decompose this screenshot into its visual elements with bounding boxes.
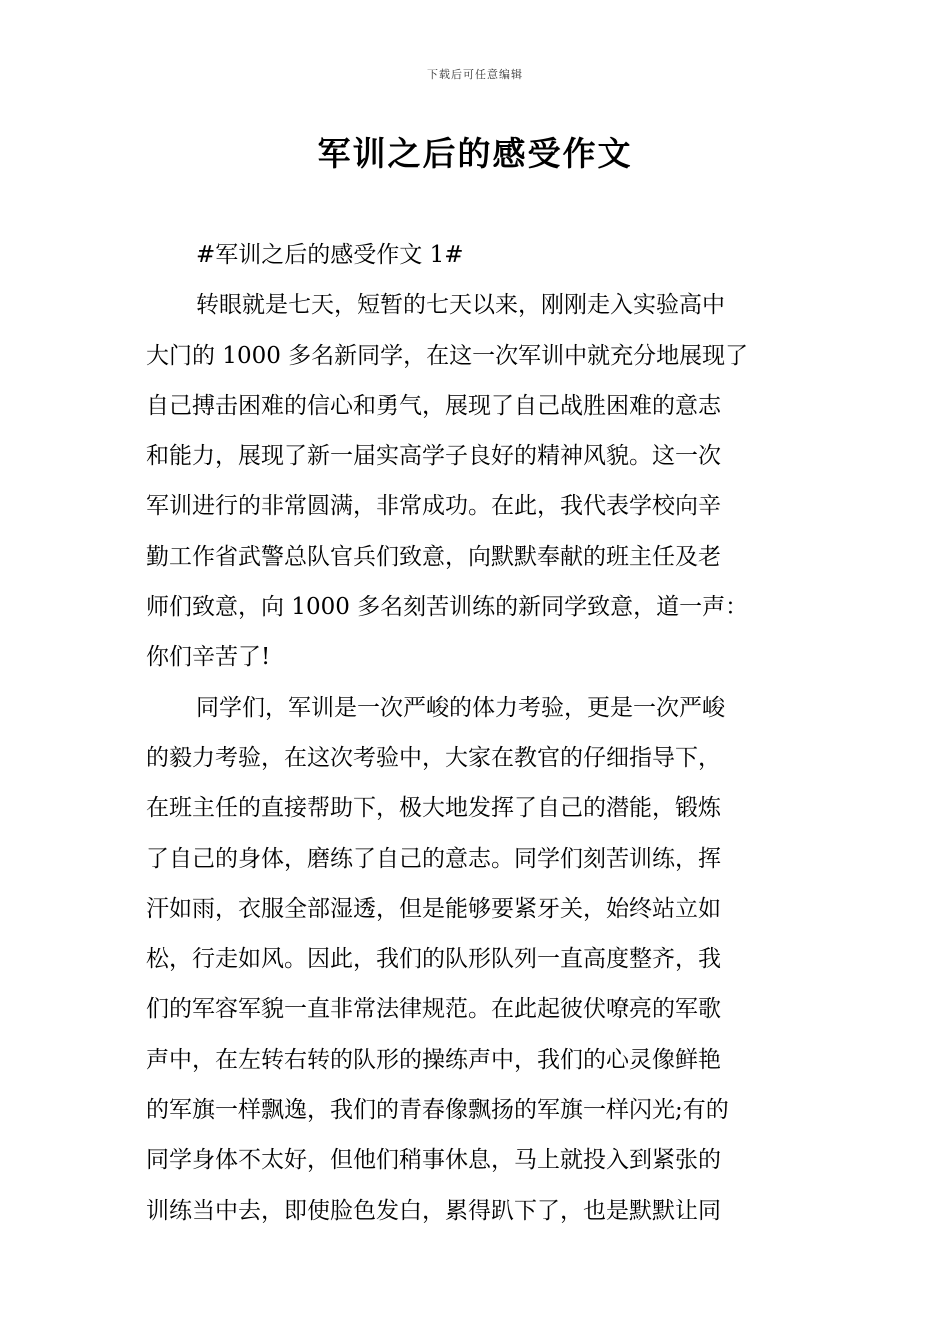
paragraph-line: 声中，在左转右转的队形的操练声中，我们的心灵像鲜艳 (146, 1046, 721, 1073)
paragraph-line: 同学身体不太好，但他们稍事休息，马上就投入到紧张的 (146, 1147, 721, 1174)
paragraph-line: 的毅力考验，在这次考验中，大家在教官的仔细指导下， (146, 744, 721, 771)
document-body (146, 230, 808, 1236)
essay-subheading: #军训之后的感受作文 1# (196, 242, 464, 268)
paragraph-line: 转眼就是七天，短暂的七天以来，刚刚走入实验高中 (196, 292, 725, 319)
paragraph-line: 大门的 1000 多名新同学，在这一次军训中就充分地展现了 (146, 342, 749, 369)
paragraph-line: 勤工作省武警总队官兵们致意，向默默奉献的班主任及老 (146, 543, 721, 570)
paragraph-line: 自己搏击困难的信心和勇气，展现了自己战胜困难的意志 (146, 392, 721, 419)
paragraph-line: 们的军容军貌一直非常法律规范。在此起彼伏嘹亮的军歌 (146, 996, 721, 1023)
paragraph-line: 的军旗一样飘逸，我们的青春像飘扬的军旗一样闪光;有的 (146, 1097, 729, 1124)
paragraph-line: 师们致意，向 1000 多名刻苦训练的新同学致意，道一声： (146, 594, 749, 621)
paragraph-line: 和能力，展现了新一届实高学子良好的精神风貌。这一次 (146, 443, 721, 470)
paragraph-line: 训练当中去，即使脸色发白，累得趴下了，也是默默让同 (146, 1197, 721, 1224)
paragraph-line: 你们辛苦了! (146, 644, 271, 671)
paragraph-line: 同学们，军训是一次严峻的体力考验，更是一次严峻 (196, 694, 725, 721)
paragraph-line: 军训进行的非常圆满，非常成功。在此，我代表学校向辛 (146, 493, 721, 520)
paragraph-line: 了自己的身体，磨练了自己的意志。同学们刻苦训练，挥 (146, 845, 721, 872)
paragraph-line: 在班主任的直接帮助下，极大地发挥了自己的潜能，锻炼 (146, 795, 721, 822)
paragraph-line: 汗如雨，衣服全部湿透，但是能够要紧牙关，始终站立如 (146, 895, 721, 922)
paragraph-1 (146, 280, 808, 682)
document-title: 军训之后的感受作文 (317, 134, 633, 173)
header-note: 下载后可任意编辑 (427, 68, 523, 81)
paragraph-line: 松，行走如风。因此，我们的队形队列一直高度整齐，我 (146, 946, 721, 973)
paragraph-2 (146, 683, 808, 1236)
